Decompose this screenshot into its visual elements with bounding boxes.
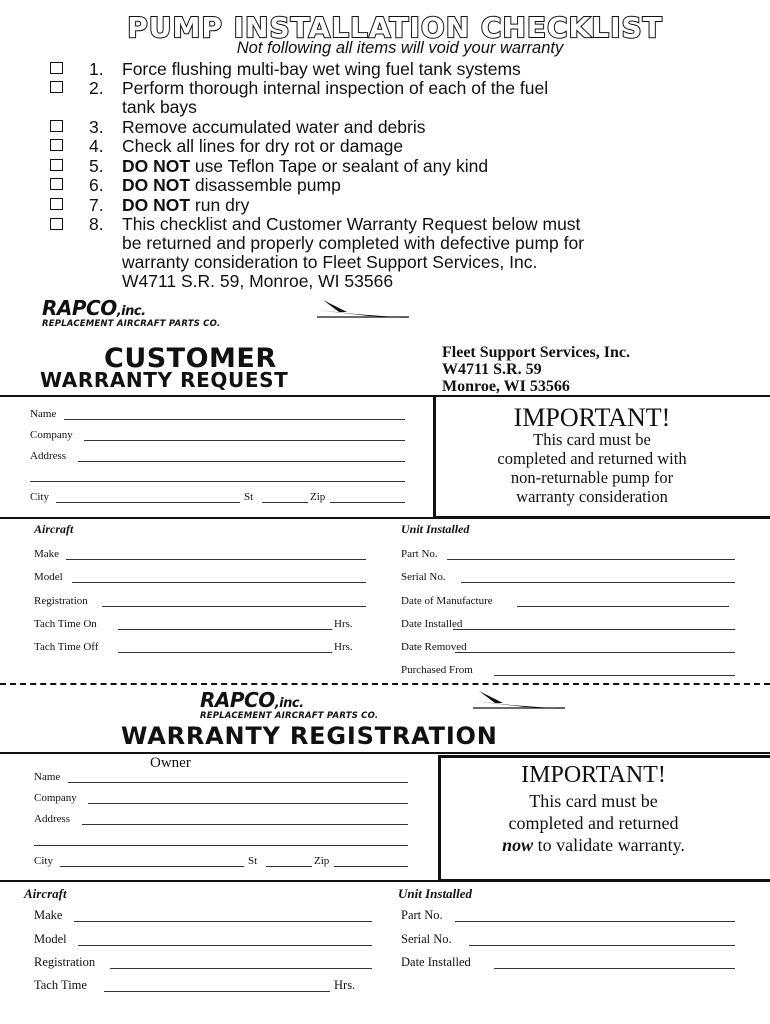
st-field[interactable]: [266, 866, 312, 867]
item-text: DO NOT disassemble pump: [122, 175, 341, 195]
address-field-2[interactable]: [34, 845, 408, 846]
item-text: Force flushing multi-bay wet wing fuel tank systems: [122, 59, 521, 79]
serial-no-field[interactable]: [469, 945, 735, 946]
registration-field[interactable]: [110, 968, 372, 969]
name-label: Name: [34, 771, 61, 783]
part-no-field[interactable]: [455, 921, 735, 922]
tach-time-on-label: Tach Time On: [34, 618, 97, 630]
address-field-2[interactable]: [30, 481, 405, 482]
tach-time-off-label: Tach Time Off: [34, 641, 99, 653]
hrs-label: Hrs.: [334, 618, 353, 630]
city-field[interactable]: [56, 502, 240, 503]
part-no-label: Part No.: [401, 908, 443, 922]
rapco-logo: [200, 688, 570, 724]
address-field[interactable]: [78, 461, 405, 462]
airplane-icon: [317, 300, 409, 320]
model-field[interactable]: [72, 582, 366, 583]
tach-time-off-field[interactable]: [118, 652, 332, 653]
aircraft-heading: Aircraft: [34, 522, 74, 536]
purchased-from-field[interactable]: [494, 675, 735, 676]
checkbox-item-1[interactable]: [50, 62, 63, 74]
customer-heading: CUSTOMER: [104, 343, 277, 374]
st-field[interactable]: [262, 502, 308, 503]
date-installed-label: Date Installed: [401, 955, 471, 969]
checkbox-item-3[interactable]: [50, 120, 63, 132]
item-number: 1.: [89, 59, 104, 79]
st-label: St: [248, 855, 258, 867]
aircraft-heading: Aircraft: [24, 886, 67, 901]
logo-name: RAPCO,inc.: [200, 688, 304, 712]
item-text: tank bays: [122, 97, 197, 117]
date-removed-label: Date Removed: [401, 641, 467, 653]
registration-field[interactable]: [102, 606, 366, 607]
date-installed-field[interactable]: [494, 968, 735, 969]
date-of-manufacture-field[interactable]: [517, 606, 729, 607]
cut-line: [0, 683, 770, 685]
item-text: Check all lines for dry rot or damage: [122, 136, 404, 156]
logo-name: RAPCO,inc.: [42, 296, 146, 320]
name-field[interactable]: [68, 782, 408, 783]
tach-time-label: Tach Time: [34, 978, 87, 992]
city-label: City: [30, 491, 49, 503]
logo-tagline: REPLACEMENT AIRCRAFT PARTS CO.: [200, 711, 379, 721]
zip-field[interactable]: [330, 502, 405, 503]
section-rule: [0, 752, 770, 754]
model-label: Model: [34, 932, 67, 946]
hrs-label: Hrs.: [334, 641, 353, 653]
checklist-title: PUMP INSTALLATION CHECKLIST: [127, 11, 663, 44]
item-text: DO NOT run dry: [122, 195, 250, 215]
address-label: Address: [30, 450, 67, 462]
important-text: This card must be completed and returned now to validate warranty.: [502, 791, 685, 855]
name-field[interactable]: [64, 419, 405, 420]
checkbox-item-2[interactable]: [50, 81, 63, 93]
hrs-label: Hrs.: [334, 978, 356, 992]
date-of-manufacture-label: Date of Manufacture: [401, 595, 493, 607]
item-number: 5.: [89, 156, 104, 176]
section-rule: [0, 517, 770, 519]
item-text: Perform thorough internal inspection of each of the fuel: [122, 78, 549, 98]
item-text: be returned and properly completed with defective pump for: [122, 233, 585, 253]
warranty-request-heading: WARRANTY REQUEST: [40, 368, 289, 392]
city-label: City: [34, 855, 53, 867]
company-label: Company: [30, 429, 73, 441]
date-removed-field[interactable]: [455, 652, 735, 653]
owner-label: Owner: [150, 755, 191, 771]
date-installed-field[interactable]: [453, 629, 735, 630]
company-field[interactable]: [84, 440, 405, 441]
st-label: St: [244, 491, 254, 503]
important-title: IMPORTANT!: [521, 762, 666, 788]
zip-field[interactable]: [334, 866, 408, 867]
important-text: This card must be completed and returned with non-returnable pump for warranty consideration: [497, 430, 687, 506]
zip-label: Zip: [314, 855, 330, 867]
item-number: 2.: [89, 78, 104, 98]
item-text: W4711 S.R. 59, Monroe, WI 53566: [122, 271, 394, 291]
item-text: Remove accumulated water and debris: [122, 117, 426, 137]
checkbox-item-7[interactable]: [50, 198, 63, 210]
rapco-logo: [42, 296, 412, 332]
item-number: 7.: [89, 195, 104, 215]
checkbox-item-5[interactable]: [50, 159, 63, 171]
item-text: This checklist and Customer Warranty Request below must: [122, 214, 581, 234]
unit-installed-heading: Unit Installed: [398, 886, 473, 901]
checklist-subtitle: Not following all items will void your warranty: [236, 39, 564, 57]
part-no-field[interactable]: [447, 559, 735, 560]
company-field[interactable]: [88, 803, 408, 804]
fleet-support-address: Fleet Support Services, Inc. W4711 S.R. 59 Monroe, WI 53566: [442, 344, 630, 395]
serial-no-label: Serial No.: [401, 932, 452, 946]
item-text: DO NOT use Teflon Tape or sealant of any kind: [122, 156, 489, 176]
serial-no-field[interactable]: [461, 582, 735, 583]
tach-time-field[interactable]: [104, 991, 330, 992]
zip-label: Zip: [310, 491, 326, 503]
make-label: Make: [34, 548, 60, 560]
item-number: 6.: [89, 175, 104, 195]
model-field[interactable]: [78, 945, 372, 946]
address-label: Address: [34, 813, 71, 825]
airplane-icon: [473, 691, 565, 711]
model-label: Model: [34, 571, 63, 583]
registration-label: Registration: [34, 595, 88, 607]
warranty-registration-heading: WARRANTY REGISTRATION: [121, 722, 498, 750]
unit-installed-heading: Unit Installed: [401, 522, 470, 536]
city-field[interactable]: [60, 866, 244, 867]
important-title: IMPORTANT!: [513, 403, 671, 432]
checkbox-item-8[interactable]: [50, 218, 63, 230]
purchased-from-label: Purchased From: [401, 664, 473, 676]
checkbox-item-6[interactable]: [50, 178, 63, 190]
date-installed-label: Date Installed: [401, 618, 463, 630]
tach-time-on-field[interactable]: [118, 629, 332, 630]
make-field[interactable]: [74, 921, 372, 922]
name-label: Name: [30, 408, 57, 420]
item-number: 4.: [89, 136, 104, 156]
item-text: warranty consideration to Fleet Support Services, Inc.: [122, 252, 538, 272]
checkbox-item-4[interactable]: [50, 139, 63, 151]
logo-tagline: REPLACEMENT AIRCRAFT PARTS CO.: [42, 319, 221, 329]
registration-label: Registration: [34, 955, 96, 969]
make-label: Make: [34, 908, 63, 922]
company-label: Company: [34, 792, 77, 804]
make-field[interactable]: [66, 559, 366, 560]
part-no-label: Part No.: [401, 548, 438, 560]
item-number: 8.: [89, 214, 104, 234]
address-field[interactable]: [82, 824, 408, 825]
section-rule: [0, 880, 770, 882]
item-number: 3.: [89, 117, 104, 137]
serial-no-label: Serial No.: [401, 571, 446, 583]
